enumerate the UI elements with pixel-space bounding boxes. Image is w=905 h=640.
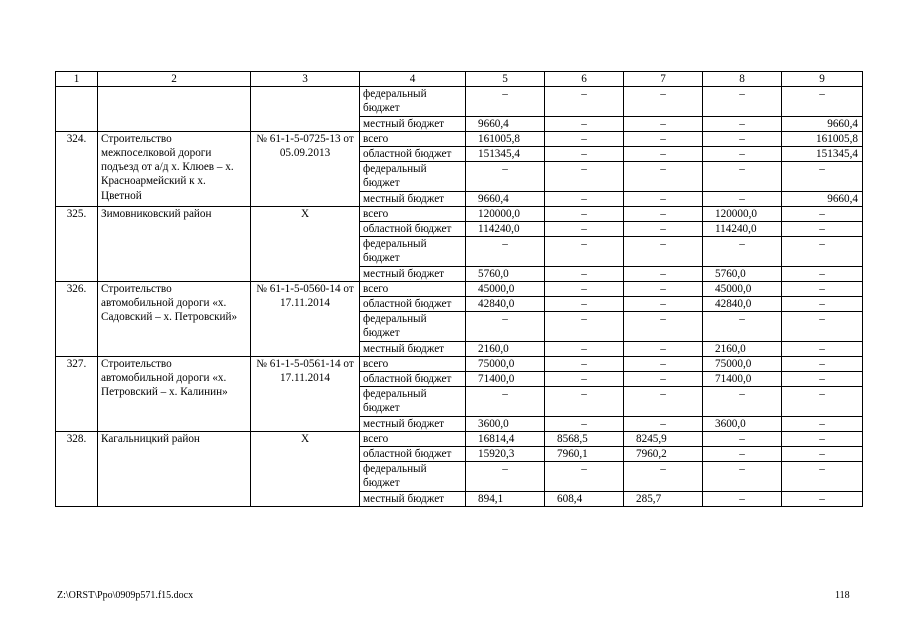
amount-cell: – — [782, 312, 863, 341]
amount-cell: 9660,4 — [782, 116, 863, 131]
funding-source: местный бюджет — [360, 416, 466, 431]
funding-source: местный бюджет — [360, 116, 466, 131]
amount-cell: – — [782, 431, 863, 446]
amount-cell: – — [545, 206, 624, 221]
amount-cell: 120000,0 — [466, 206, 545, 221]
amount-cell: 8245,9 — [624, 431, 703, 446]
amount-cell: – — [782, 341, 863, 356]
amount-cell: 45000,0 — [703, 281, 782, 296]
header-row — [56, 72, 863, 87]
amount-cell: – — [545, 372, 624, 387]
amount-cell: – — [624, 191, 703, 206]
object-name: Строительство автомобильной дороги «х. Садовский – х. Петровский» — [98, 281, 251, 356]
amount-cell: – — [466, 87, 545, 116]
object-name — [98, 87, 251, 132]
amount-cell: – — [703, 147, 782, 162]
funding-source: всего — [360, 131, 466, 146]
amount-cell: 114240,0 — [466, 222, 545, 237]
funding-source: областной бюджет — [360, 222, 466, 237]
funding-source: федеральный бюджет — [360, 237, 466, 266]
amount-cell: – — [545, 131, 624, 146]
col-header: 7 — [624, 72, 703, 87]
amount-cell: 71400,0 — [703, 372, 782, 387]
funding-source: местный бюджет — [360, 191, 466, 206]
amount-cell: – — [624, 312, 703, 341]
row-number: 327. — [56, 356, 98, 431]
amount-cell: – — [545, 462, 624, 491]
amount-cell: – — [624, 162, 703, 191]
amount-cell: – — [782, 462, 863, 491]
amount-cell: – — [782, 356, 863, 371]
document-ref: № 61-1-5-0561-14 от 17.11.2014 — [251, 356, 360, 431]
amount-cell: – — [545, 162, 624, 191]
funding-source: областной бюджет — [360, 297, 466, 312]
amount-cell: – — [624, 387, 703, 416]
amount-cell: 42840,0 — [703, 297, 782, 312]
amount-cell: – — [624, 116, 703, 131]
amount-cell: 120000,0 — [703, 206, 782, 221]
amount-cell: – — [703, 387, 782, 416]
amount-cell: – — [624, 222, 703, 237]
row-number: 326. — [56, 281, 98, 356]
amount-cell: – — [782, 297, 863, 312]
amount-cell: – — [624, 372, 703, 387]
amount-cell: – — [466, 387, 545, 416]
row-number: 324. — [56, 131, 98, 206]
amount-cell: – — [782, 87, 863, 116]
amount-cell: – — [624, 237, 703, 266]
funding-source: местный бюджет — [360, 266, 466, 281]
col-header: 6 — [545, 72, 624, 87]
amount-cell: 9660,4 — [466, 191, 545, 206]
amount-cell: – — [545, 356, 624, 371]
budget-table — [55, 71, 863, 507]
amount-cell: – — [545, 341, 624, 356]
amount-cell: – — [624, 87, 703, 116]
amount-cell: – — [624, 297, 703, 312]
amount-cell: – — [545, 416, 624, 431]
object-name: Кагальницкий район — [98, 431, 251, 506]
amount-cell: 151345,4 — [782, 147, 863, 162]
amount-cell: – — [545, 281, 624, 296]
amount-cell: – — [782, 387, 863, 416]
funding-source: всего — [360, 431, 466, 446]
row-number: 328. — [56, 431, 98, 506]
amount-cell: 3600,0 — [466, 416, 545, 431]
document-ref — [251, 87, 360, 132]
amount-cell: 9660,4 — [466, 116, 545, 131]
funding-source: областной бюджет — [360, 147, 466, 162]
amount-cell: – — [703, 447, 782, 462]
amount-cell: 42840,0 — [466, 297, 545, 312]
funding-source: областной бюджет — [360, 372, 466, 387]
funding-source: местный бюджет — [360, 341, 466, 356]
amount-cell: 3600,0 — [703, 416, 782, 431]
col-header: 1 — [56, 72, 98, 87]
amount-cell: 75000,0 — [466, 356, 545, 371]
amount-cell: – — [624, 266, 703, 281]
amount-cell: 5760,0 — [703, 266, 782, 281]
amount-cell: – — [624, 281, 703, 296]
funding-source: всего — [360, 356, 466, 371]
page-number: 118 — [835, 590, 850, 601]
amount-cell: – — [782, 491, 863, 506]
amount-cell: 75000,0 — [703, 356, 782, 371]
table-row — [56, 281, 863, 296]
amount-cell: – — [782, 372, 863, 387]
amount-cell: 161005,8 — [782, 131, 863, 146]
amount-cell: – — [782, 237, 863, 266]
amount-cell: – — [782, 266, 863, 281]
amount-cell: – — [624, 462, 703, 491]
amount-cell: – — [545, 116, 624, 131]
table-row — [56, 206, 863, 221]
funding-source: местный бюджет — [360, 491, 466, 506]
amount-cell: 5760,0 — [466, 266, 545, 281]
amount-cell: – — [545, 87, 624, 116]
amount-cell: – — [703, 237, 782, 266]
amount-cell: – — [624, 206, 703, 221]
amount-cell: 7960,1 — [545, 447, 624, 462]
amount-cell: – — [703, 312, 782, 341]
amount-cell: – — [466, 162, 545, 191]
amount-cell: – — [624, 147, 703, 162]
col-header: 8 — [703, 72, 782, 87]
amount-cell: – — [466, 312, 545, 341]
document-ref: Х — [251, 206, 360, 281]
amount-cell: – — [782, 162, 863, 191]
amount-cell: – — [703, 191, 782, 206]
document-ref: Х — [251, 431, 360, 506]
amount-cell: – — [703, 462, 782, 491]
object-name: Строительство межпоселковой дороги подъезд от а/д х. Клюев – х. Красноармейский к х. Цветной — [98, 131, 251, 206]
table-row — [56, 87, 863, 116]
funding-source: федеральный бюджет — [360, 387, 466, 416]
col-header: 5 — [466, 72, 545, 87]
amount-cell: 2160,0 — [466, 341, 545, 356]
amount-cell: – — [624, 341, 703, 356]
col-header: 3 — [251, 72, 360, 87]
amount-cell: 8568,5 — [545, 431, 624, 446]
funding-source: всего — [360, 206, 466, 221]
col-header: 4 — [360, 72, 466, 87]
amount-cell: – — [624, 356, 703, 371]
row-number — [56, 87, 98, 132]
amount-cell: – — [545, 191, 624, 206]
amount-cell: 9660,4 — [782, 191, 863, 206]
amount-cell: – — [782, 447, 863, 462]
funding-source: областной бюджет — [360, 447, 466, 462]
funding-source: федеральный бюджет — [360, 162, 466, 191]
document-ref: № 61-1-5-0725-13 от 05.09.2013 — [251, 131, 360, 206]
funding-source: всего — [360, 281, 466, 296]
amount-cell: – — [545, 387, 624, 416]
amount-cell: – — [782, 206, 863, 221]
amount-cell: 2160,0 — [703, 341, 782, 356]
object-name: Строительство автомобильной дороги «х. Петровский – х. Калинин» — [98, 356, 251, 431]
amount-cell: 608,4 — [545, 491, 624, 506]
funding-source: федеральный бюджет — [360, 462, 466, 491]
amount-cell: 15920,3 — [466, 447, 545, 462]
amount-cell: – — [703, 162, 782, 191]
file-path: Z:\ORST\Ppo\0909p571.f15.docx — [57, 590, 194, 601]
amount-cell: 45000,0 — [466, 281, 545, 296]
amount-cell: 7960,2 — [624, 447, 703, 462]
amount-cell: – — [545, 297, 624, 312]
funding-source: федеральный бюджет — [360, 312, 466, 341]
amount-cell: 161005,8 — [466, 131, 545, 146]
amount-cell: – — [703, 131, 782, 146]
amount-cell: – — [703, 116, 782, 131]
amount-cell: – — [703, 491, 782, 506]
row-number: 325. — [56, 206, 98, 281]
amount-cell: – — [703, 431, 782, 446]
amount-cell: 894,1 — [466, 491, 545, 506]
amount-cell: – — [545, 237, 624, 266]
amount-cell: – — [545, 222, 624, 237]
amount-cell: – — [466, 237, 545, 266]
col-header: 2 — [98, 72, 251, 87]
table-row — [56, 131, 863, 146]
funding-source: федеральный бюджет — [360, 87, 466, 116]
object-name: Зимовниковский район — [98, 206, 251, 281]
amount-cell: – — [545, 312, 624, 341]
document-ref: № 61-1-5-0560-14 от 17.11.2014 — [251, 281, 360, 356]
amount-cell: – — [624, 131, 703, 146]
amount-cell: – — [782, 222, 863, 237]
amount-cell: – — [545, 147, 624, 162]
amount-cell: 285,7 — [624, 491, 703, 506]
amount-cell: 114240,0 — [703, 222, 782, 237]
table-row — [56, 356, 863, 371]
amount-cell: – — [703, 87, 782, 116]
amount-cell: 71400,0 — [466, 372, 545, 387]
amount-cell: – — [782, 281, 863, 296]
amount-cell: – — [624, 416, 703, 431]
table-row — [56, 431, 863, 446]
amount-cell: 16814,4 — [466, 431, 545, 446]
amount-cell: – — [466, 462, 545, 491]
col-header: 9 — [782, 72, 863, 87]
amount-cell: 151345,4 — [466, 147, 545, 162]
amount-cell: – — [782, 416, 863, 431]
amount-cell: – — [545, 266, 624, 281]
